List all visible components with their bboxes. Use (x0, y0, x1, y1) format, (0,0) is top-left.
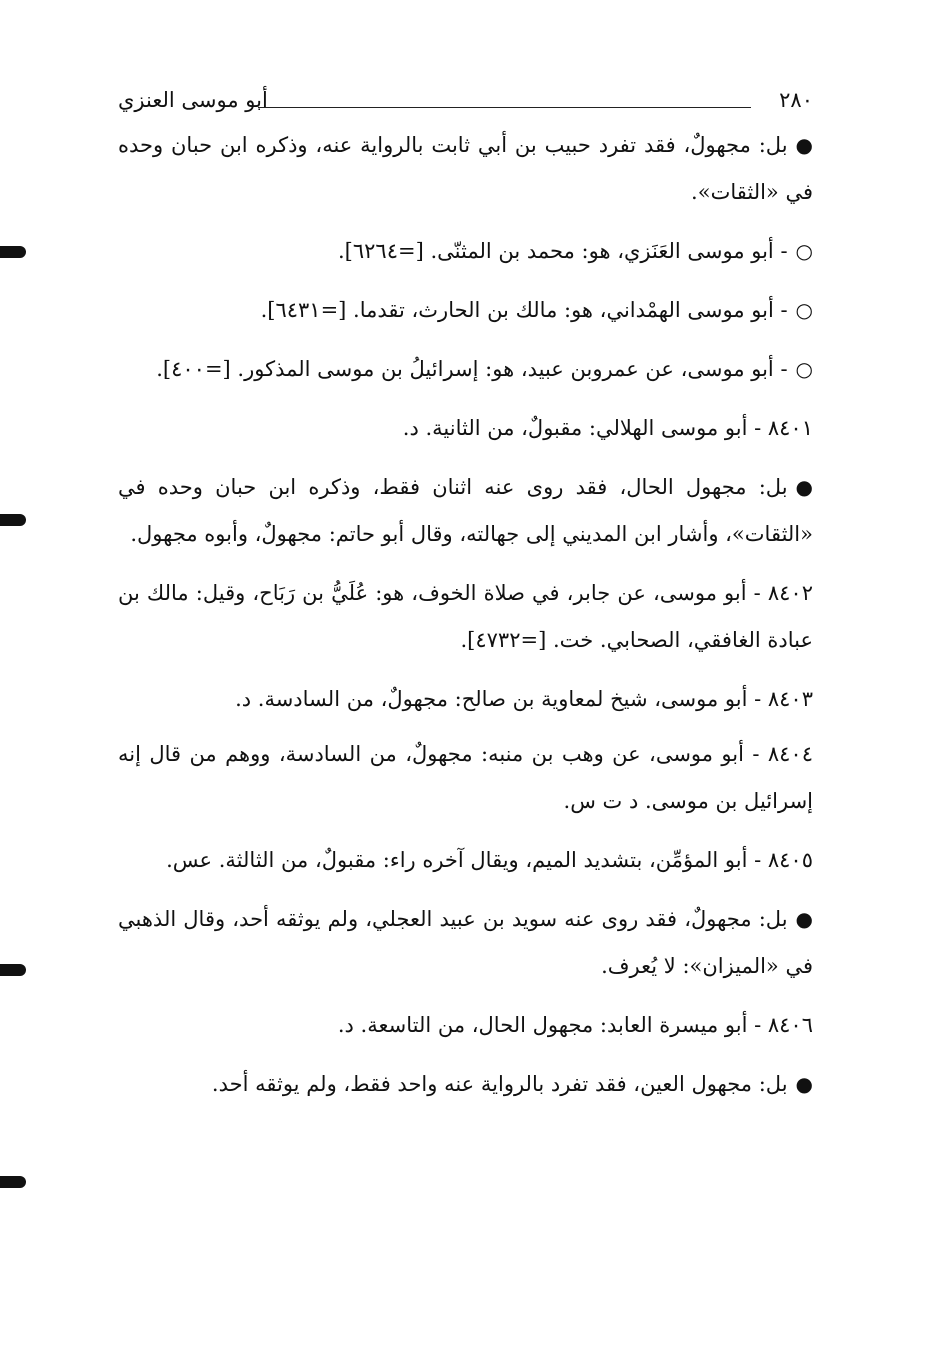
running-header (118, 82, 813, 122)
header-title: أبو موسى العنزي (118, 88, 268, 112)
paragraph-text: - أبو موسى، عن عمروبن عبيد، هو: إسرائيلُ بن موسى المذكور. [=٤٠٠]. (156, 357, 788, 381)
entry-8405 (118, 837, 813, 884)
hollow-circle-icon: ○ (795, 298, 813, 322)
entry-text: ٨٤٠٤ - أبو موسى، عن وهب بن منبه: مجهولٌ، من السادسة، ووهم من قال إنه إسرائيل بن موسى. د ت س. (118, 742, 813, 813)
paragraph-3 (118, 346, 813, 393)
entry-text: ٨٤٠٥ - أبو المؤمِّن، بتشديد الميم، ويقال آخره راء: مقبولٌ، من الثالثة. عس. (166, 848, 813, 872)
paragraph-2 (118, 287, 813, 334)
hollow-circle-icon: ○ (795, 239, 813, 263)
entry-8401 (118, 405, 813, 452)
entry-text: ٨٤٠٣ - أبو موسى، شيخ لمعاوية بن صالح: مجهولٌ، من السادسة. د. (235, 687, 813, 711)
filled-circle-icon: ● (795, 133, 813, 157)
paragraph-5 (118, 464, 813, 558)
filled-circle-icon: ● (795, 1072, 813, 1096)
paragraph-10 (118, 896, 813, 990)
margin-ink-mark (0, 514, 26, 526)
paragraph-text: بل: مجهول الحال، فقد روى عنه اثنان فقط، وذكره ابن حبان وحده في «الثقات»، وأشار ابن المديني إلى جهالته، وقال أبو حاتم: مجهولٌ، وأبوه مجهول. (118, 475, 813, 546)
header-rule (258, 107, 751, 108)
paragraph-text: - أبو موسى الهمْداني، هو: مالك بن الحارث، تقدما. [=٦٤٣١]. (260, 298, 788, 322)
hollow-circle-icon: ○ (795, 357, 813, 381)
paragraph-text: بل: مجهولٌ، فقد روى عنه سويد بن عبيد العجلي، ولم يوثقه أحد، وقال الذهبي في «الميزان»: لا يُعرف. (118, 907, 813, 978)
entry-text: ٨٤٠٢ - أبو موسى، عن جابر، في صلاة الخوف، هو: عُلَيُّ بن رَبَاح، وقيل: مالك بن عبادة الغافقي، الصحابي. خت. [=٤٧٣٢]. (118, 581, 813, 652)
paragraph-1 (118, 228, 813, 275)
paragraph-12 (118, 1061, 813, 1108)
paragraph-text: - أبو موسى العَنَزي، هو: محمد بن المثنّى. [=٦٢٦٤]. (338, 239, 788, 263)
entry-8404 (118, 731, 813, 825)
margin-ink-mark (0, 1176, 26, 1188)
entry-text: ٨٤٠٦ - أبو ميسرة العابد: مجهول الحال، من التاسعة. د. (337, 1013, 813, 1037)
paragraph-text: بل: مجهول العين، فقد تفرد بالرواية عنه واحد فقط، ولم يوثقه أحد. (211, 1072, 788, 1096)
entry-8402 (118, 570, 813, 664)
page-number: ٢٨٠ (779, 88, 813, 112)
paragraph-0 (118, 122, 813, 216)
margin-ink-mark (0, 964, 26, 976)
entry-text: ٨٤٠١ - أبو موسى الهلالي: مقبولٌ، من الثانية. د. (402, 416, 813, 440)
filled-circle-icon: ● (795, 907, 813, 931)
entry-8403 (118, 676, 813, 723)
filled-circle-icon: ● (795, 475, 813, 499)
page-body (118, 122, 813, 1120)
margin-ink-mark (0, 246, 26, 258)
entry-8406 (118, 1002, 813, 1049)
paragraph-text: بل: مجهولٌ، فقد تفرد حبيب بن أبي ثابت بالرواية عنه، وذكره ابن حبان وحده في «الثقات». (118, 133, 813, 204)
